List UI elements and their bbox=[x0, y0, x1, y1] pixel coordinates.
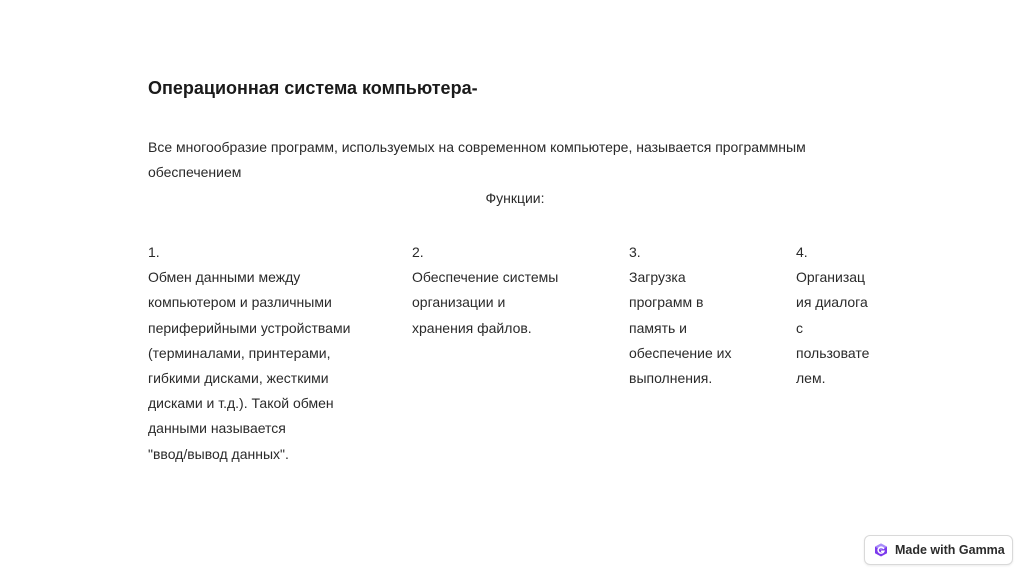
function-text: Обмен данными между компьютером и различными периферийными устройствами (терминалами, принтерами, гибкими дисками, жесткими дисками и т.д.). Такой обмен данными называется "ввод/вывод данных". bbox=[148, 269, 351, 462]
function-number: 3. bbox=[629, 244, 641, 260]
function-column-1 bbox=[148, 240, 373, 467]
function-number: 4. bbox=[796, 244, 808, 260]
function-column-3 bbox=[629, 240, 754, 391]
gamma-logo-icon bbox=[874, 543, 888, 557]
function-column-2 bbox=[412, 240, 587, 341]
made-with-gamma-button[interactable] bbox=[864, 535, 1013, 565]
slide-title: Операционная система компьютера- bbox=[148, 78, 478, 98]
function-text: Организац ия диалога с пользовате лем. bbox=[796, 269, 870, 387]
intro-paragraph: Все многообразие программ, используемых на современном компьютере, называется программным обеспечением bbox=[148, 139, 806, 180]
function-number: 1. bbox=[148, 244, 160, 260]
function-text: Обеспечение системы организации и хранения файлов. bbox=[412, 269, 559, 336]
badge-label: Made with Gamma bbox=[895, 543, 1005, 557]
function-column-4 bbox=[796, 240, 878, 391]
function-text: Загрузка программ в память и обеспечение их выполнения. bbox=[629, 269, 732, 387]
function-number: 2. bbox=[412, 244, 424, 260]
functions-heading: Функции: bbox=[485, 190, 545, 206]
